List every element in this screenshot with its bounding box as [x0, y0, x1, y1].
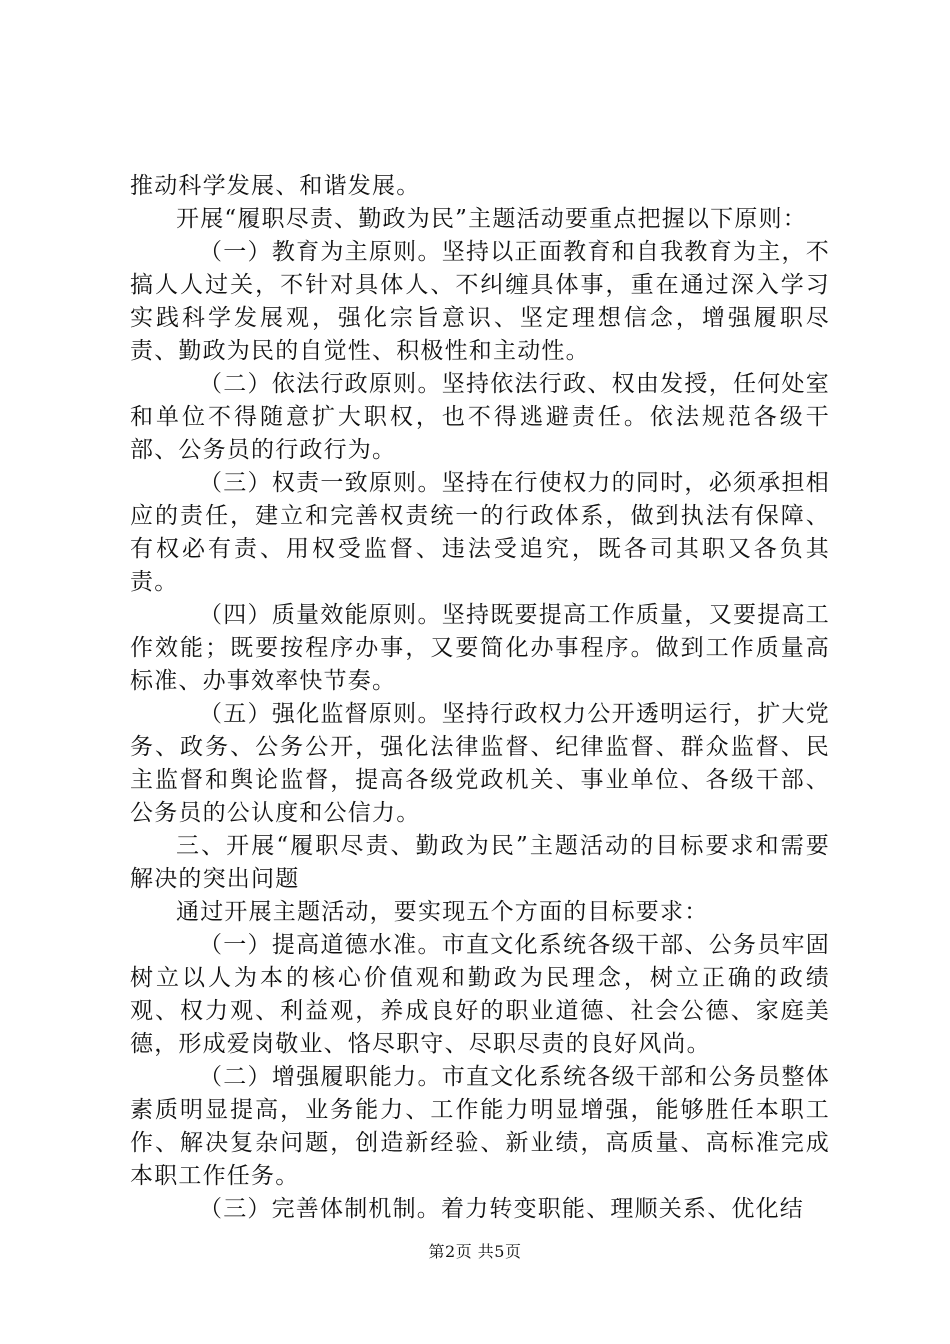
paragraph-principle-2: （二）依法行政原则。坚持依法行政、权由发授，任何处室和单位不得随意扩大职权，也不得逃避责任。依法规范各级干部、公务员的行政行为。 — [130, 371, 830, 463]
paragraph-goal-1: （一）提高道德水准。市直文化系统各级干部、公务员牢固树立以人为本的核心价值观和勤政为民理念，树立正确的政绩观、权力观、利益观，养成良好的职业道德、社会公德、家庭美德，形成爱岗敬业、恪尽职守、尽职尽责的良好风尚。 — [130, 932, 830, 1057]
paragraph-principle-3: （三）权责一致原则。坚持在行使权力的同时，必须承担相应的责任，建立和完善权责统一的行政体系，做到执法有保障、有权必有责、用权受监督、违法受追究，既各司其职又各负其责。 — [130, 470, 830, 595]
paragraph-principle-1: （一）教育为主原则。坚持以正面教育和自我教育为主，不搞人人过关，不针对具体人、不纠缠具体事，重在通过深入学习实践科学发展观，强化宗旨意识、坚定理想信念，增强履职尽责、勤政为民的自觉性、积极性和主动性。 — [130, 239, 830, 364]
paragraph-goals-intro: 通过开展主题活动，要实现五个方面的目标要求： — [176, 899, 709, 925]
paragraph-continuation: 推动科学发展、和谐发展。 — [130, 173, 421, 199]
paragraph-principles-intro: 开展“履职尽责、勤政为民”主题活动要重点把握以下原则： — [176, 206, 807, 232]
section-heading-3: 三、开展“履职尽责、勤政为民”主题活动的目标要求和需要解决的突出问题 — [130, 833, 830, 892]
paragraph-goal-3: （三）完善体制机制。着力转变职能、理顺关系、优化结 — [199, 1196, 804, 1222]
paragraph-principle-4: （四）质量效能原则。坚持既要提高工作质量，又要提高工作效能；既要按程序办事，又要简化办事程序。做到工作质量高标准、办事效率快节奏。 — [130, 602, 830, 694]
page-number-footer: 第2页 共5页 — [428, 1242, 522, 1261]
document-body — [130, 170, 830, 1226]
paragraph-principle-5: （五）强化监督原则。坚持行政权力公开透明运行，扩大党务、政务、公务公开，强化法律监督、纪律监督、群众监督、民主监督和舆论监督，提高各级党政机关、事业单位、各级干部、公务员的公认度和公信力。 — [130, 701, 830, 826]
paragraph-goal-2: （二）增强履职能力。市直文化系统各级干部和公务员整体素质明显提高，业务能力、工作能力明显增强，能够胜任本职工作、解决复杂问题，创造新经验、新业绩，高质量、高标准完成本职工作任务。 — [130, 1064, 830, 1189]
